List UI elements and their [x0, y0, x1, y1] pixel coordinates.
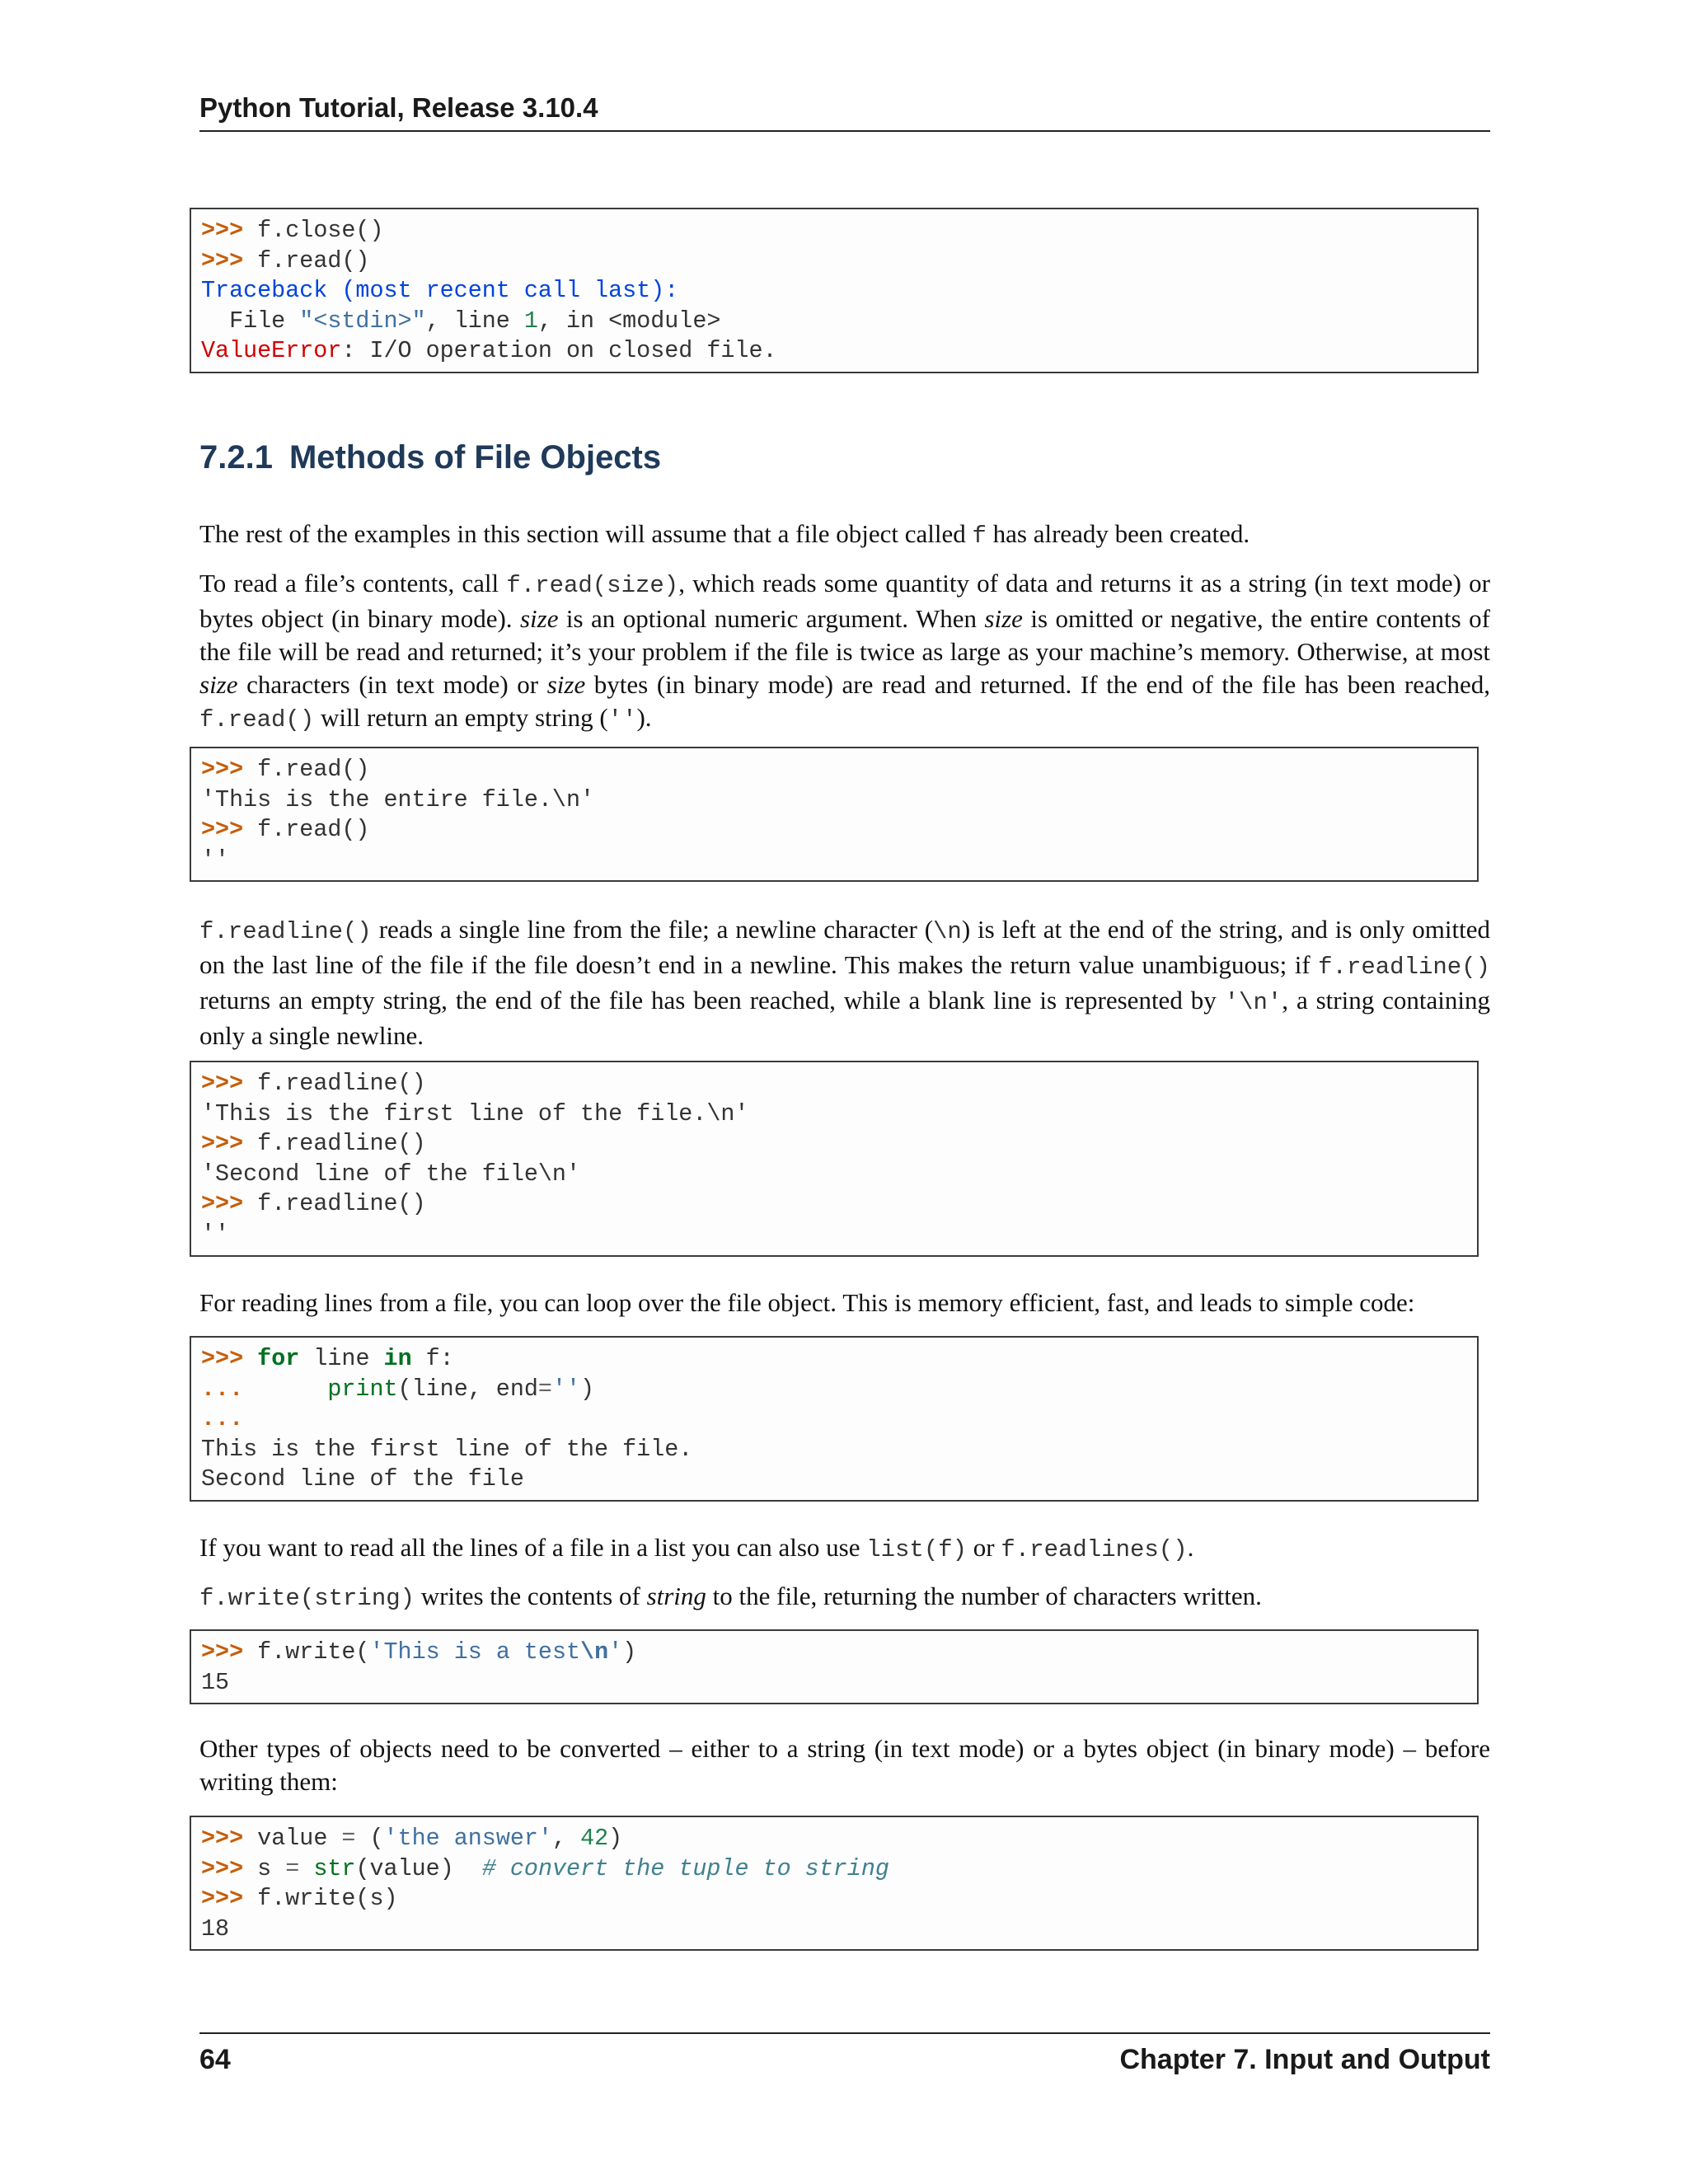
code-line: >>> value = ('the answer', 42) — [201, 1825, 623, 1852]
code-line: >>> f.readline() — [201, 1190, 426, 1218]
page-number: 64 — [199, 2044, 231, 2075]
code-line: Traceback (most recent call last): — [201, 277, 679, 305]
running-header — [199, 92, 1490, 132]
paragraph: f.write(string) writes the contents of string to the file, returning the number of characters written. — [199, 1582, 1262, 1612]
code-block-write — [190, 1629, 1479, 1704]
chapter-title: Chapter 7. Input and Output — [1119, 2044, 1490, 2075]
code-block-read — [190, 747, 1479, 882]
code-line: 'This is the entire file.\n' — [201, 785, 595, 813]
header-title: Python Tutorial, Release 3.10.4 — [199, 92, 598, 123]
paragraph: f.readline() reads a single line from the file; a newline character (\n) is left at the end of the string, and is only omitted on the last line of the file if the file doesn’t end in a newline. This makes the return value unambiguous; if f.readline() returns an empty string, the end of the file has been reached, while a blank line is represented by '\n', a string containing only a single newline. — [199, 915, 1490, 1050]
code-line: 15 — [201, 1668, 230, 1696]
code-line: ... — [201, 1405, 244, 1433]
code-line: >>> f.read() — [201, 756, 370, 783]
code-line: >>> f.read() — [201, 816, 370, 844]
code-block-close — [190, 208, 1479, 373]
code-line: 18 — [201, 1915, 230, 1943]
code-line: >>> f.close() — [201, 217, 384, 244]
paragraph: The rest of the examples in this section will assume that a file object called f has already been created. — [199, 519, 1250, 550]
code-line: >>> s = str(value) # convert the tuple to string — [201, 1854, 889, 1882]
paragraph: Other types of objects need to be converted – either to a string (in text mode) or a bytes object (in binary mode) – before writing them: — [199, 1734, 1490, 1796]
paragraph: For reading lines from a file, you can loop over the file object. This is memory efficient, fast, and leads to simple code: — [199, 1288, 1415, 1317]
code-block-readline — [190, 1061, 1479, 1257]
code-line: File "<stdin>", line 1, in <module> — [201, 307, 721, 335]
code-line: >>> f.readline() — [201, 1070, 426, 1097]
paragraph: If you want to read all the lines of a file in a list you can also use list(f) or f.readlines(). — [199, 1533, 1194, 1563]
section-title: Methods of File Objects — [288, 439, 662, 476]
code-line: >>> f.readline() — [201, 1130, 426, 1158]
paragraph: To read a file’s contents, call f.read(size), which reads some quantity of data and returns it as a string (in text mode) or bytes object (in binary mode). size is an optional numeric argument. When size is omitted or negative, the entire contents of the file will be read and returned; it’s your problem if the file is twice as large as your machine’s memory. Otherwise, at most size characters (in text mode) or size bytes (in binary mode) are read and returned. If the end of the file has been reached, f.read() will return an empty string (''). — [199, 569, 1490, 733]
code-line: ValueError: I/O operation on closed file. — [201, 337, 777, 365]
running-footer — [199, 2032, 1490, 2076]
code-line: >>> f.write('This is a test\n') — [201, 1638, 637, 1666]
code-line: This is the first line of the file. — [201, 1435, 693, 1463]
code-line: '' — [201, 1220, 230, 1248]
section-number: 7.2.1 — [199, 439, 273, 476]
code-line: >>> f.read() — [201, 246, 370, 274]
code-block-convert — [190, 1816, 1479, 1951]
code-line: >>> f.write(s) — [201, 1885, 398, 1913]
code-line: '' — [201, 846, 230, 874]
code-line: Second line of the file — [201, 1465, 524, 1493]
code-line: ... print(line, end='') — [201, 1375, 595, 1403]
section-heading — [199, 439, 661, 476]
code-line: 'This is the first line of the file.\n' — [201, 1099, 749, 1127]
code-line: >>> for line in f: — [201, 1345, 454, 1372]
code-line: 'Second line of the file\n' — [201, 1160, 581, 1188]
code-block-loop — [190, 1336, 1479, 1502]
document-page — [199, 0, 1490, 2184]
